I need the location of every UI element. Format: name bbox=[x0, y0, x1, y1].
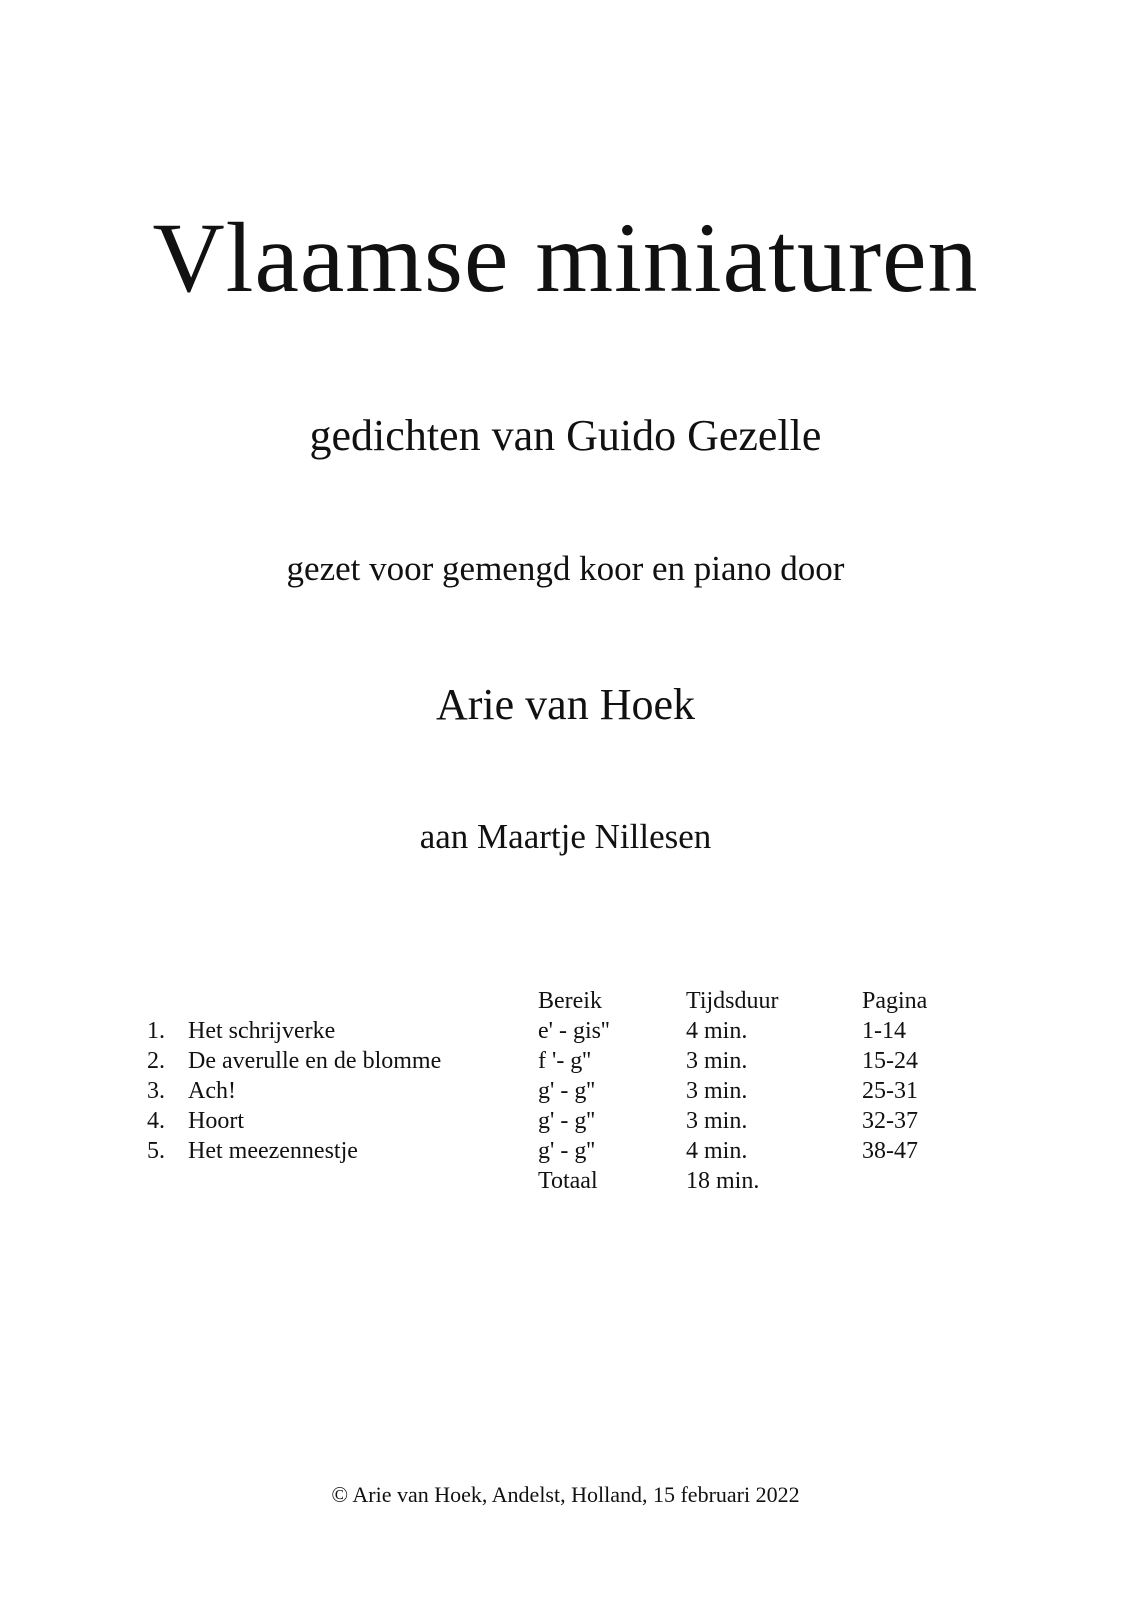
composer-name: Arie van Hoek bbox=[435, 680, 695, 729]
row-title: Ach! bbox=[188, 1078, 236, 1104]
row-range: f '- g'' bbox=[538, 1048, 591, 1074]
table-row bbox=[0, 1136, 1131, 1166]
table-row bbox=[0, 1046, 1131, 1076]
row-pages: 38-47 bbox=[862, 1138, 918, 1164]
header-range: Bereik bbox=[538, 988, 602, 1014]
header-pages: Pagina bbox=[862, 988, 928, 1014]
row-range: g' - g'' bbox=[538, 1138, 595, 1164]
row-number: 1. bbox=[147, 1018, 165, 1044]
table-header-row bbox=[0, 986, 1131, 1016]
table-row bbox=[0, 1076, 1131, 1106]
row-duration: 3 min. bbox=[686, 1048, 748, 1074]
row-duration: 3 min. bbox=[686, 1078, 748, 1104]
row-pages: 32-37 bbox=[862, 1108, 918, 1134]
row-title: Het schrijverke bbox=[188, 1018, 336, 1044]
row-duration: 3 min. bbox=[686, 1108, 748, 1134]
total-duration: 18 min. bbox=[686, 1168, 760, 1194]
row-number: 5. bbox=[147, 1138, 165, 1164]
copyright-footer: © Arie van Hoek, Andelst, Holland, 15 februari 2022 bbox=[331, 1482, 800, 1507]
row-range: g' - g'' bbox=[538, 1078, 595, 1104]
table-row bbox=[0, 1106, 1131, 1136]
table-total-row bbox=[0, 1166, 1131, 1196]
row-number: 2. bbox=[147, 1048, 165, 1074]
row-pages: 15-24 bbox=[862, 1048, 918, 1074]
dedication: aan Maartje Nillesen bbox=[419, 817, 712, 856]
table-row bbox=[0, 1016, 1131, 1046]
total-label: Totaal bbox=[538, 1168, 598, 1194]
header-duration: Tijdsduur bbox=[686, 988, 779, 1014]
setting-line: gezet voor gemengd koor en piano door bbox=[286, 549, 845, 588]
page-title: Vlaamse miniaturen bbox=[152, 202, 979, 313]
row-pages: 1-14 bbox=[862, 1018, 906, 1044]
row-title: De averulle en de blomme bbox=[188, 1048, 442, 1074]
row-title: Het meezennestje bbox=[188, 1138, 358, 1164]
row-duration: 4 min. bbox=[686, 1018, 748, 1044]
subtitle: gedichten van Guido Gezelle bbox=[309, 411, 822, 460]
contents-table bbox=[0, 986, 1131, 1196]
row-range: g' - g'' bbox=[538, 1108, 595, 1134]
row-duration: 4 min. bbox=[686, 1138, 748, 1164]
row-number: 3. bbox=[147, 1078, 165, 1104]
row-number: 4. bbox=[147, 1108, 165, 1134]
row-title: Hoort bbox=[188, 1108, 244, 1134]
row-pages: 25-31 bbox=[862, 1078, 918, 1104]
row-range: e' - gis'' bbox=[538, 1018, 610, 1044]
